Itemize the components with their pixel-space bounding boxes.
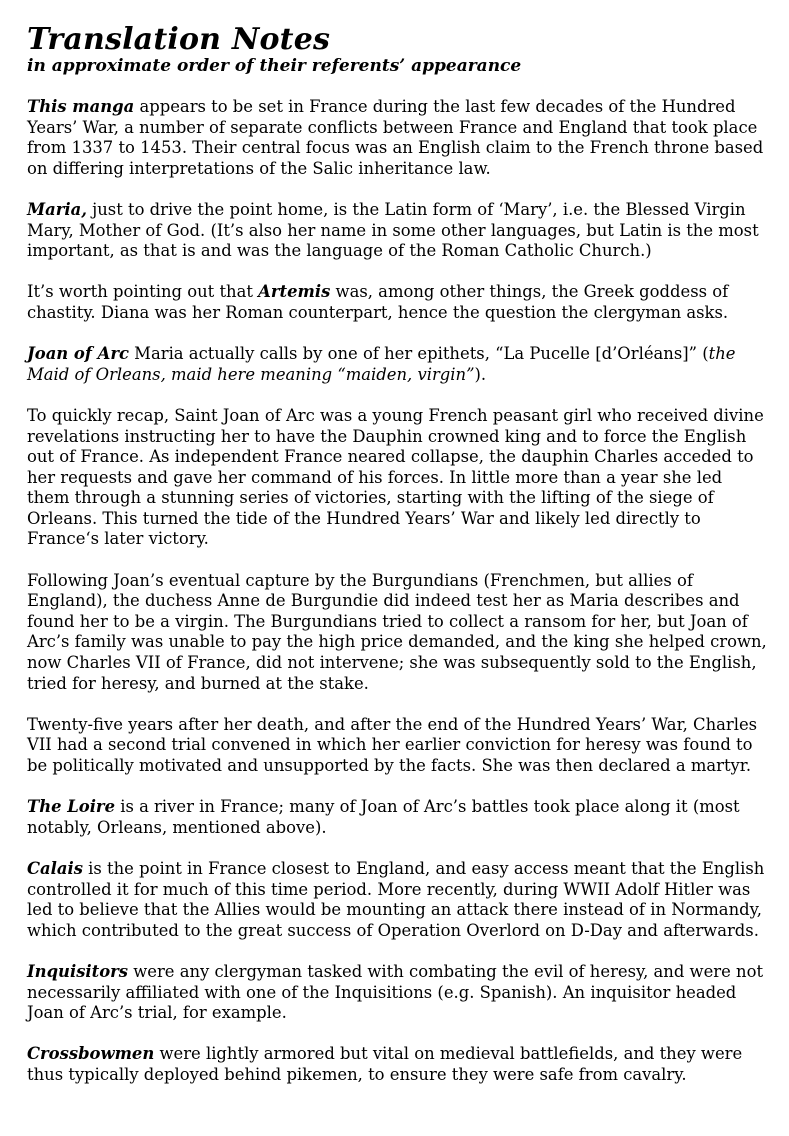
- note-text: Twenty-five years after her death, and after the end of the Hundred Years’ War, Charles VII had a second trial convened in which her earlier conviction for heresy was found to be politically motivated and unsupported by the facts. She was then declared a martyr.: [27, 714, 758, 775]
- note-term: The Loire: [27, 797, 115, 817]
- note-term: Artemis: [258, 282, 331, 302]
- note-text: were any clergyman tasked with combating the evil of heresy, and were not necessarily affiliated with one of the Inquisitions (e.g. Spanish). An inquisitor headed Joan of Arc’s trial, for example.: [27, 961, 764, 1023]
- note-text: appears to be set in France during the last few decades of the Hundred Years’ War, a number of separate conflicts between France and England that took place from 1337 to 1453. Their central focus was an English claim to the French throne based on differing interpretations of the Salic inheritance law.: [27, 97, 764, 178]
- note-lead: It’s worth pointing out that: [27, 282, 259, 302]
- note-term: This manga: [27, 97, 135, 116]
- page-subtitle: in approximate order of their referents’ appearance: [27, 56, 522, 76]
- note-capture: [27, 571, 769, 695]
- note-text: Maria actually calls by one of her epithets, “La Pucelle [d’Orléans]” (: [128, 344, 709, 364]
- note-inquisitors: [27, 962, 769, 1024]
- note-this-manga: [27, 97, 769, 179]
- note-term: Joan of Arc: [27, 344, 129, 364]
- notes-list: [27, 97, 769, 1086]
- note-text: was, among other things, the Greek goddess of chastity. Diana was her Roman counterpart, hence the question the clergyman asks.: [27, 282, 729, 322]
- document-page: [27, 22, 769, 1106]
- note-crossbowmen: [27, 1044, 769, 1085]
- note-recap: [27, 406, 769, 550]
- note-text: is the point in France closest to England, and easy access meant that the English controlled it for much of this time period. More recently, during WWII Adolf Hitler was led to believe that the Allies would be mounting an attack there instead of in Normandy, which contributed to the great success of Operation Overlord on D-Day and afterwards.: [27, 858, 765, 940]
- note-term: Inquisitors: [27, 961, 129, 981]
- note-text: Following Joan’s eventual capture by the Burgundians (Frenchmen, but allies of England), the duchess Anne de Burgundie did indeed test her as Maria describes and found her to be a virgin. The Burgundians tried to collect a ransom for her, but Joan of Arc’s family was unable to pay the high price demanded, and the king she helped crown, now Charles VII of France, did not intervene; she was subsequently sold to the English, tried for heresy, and burned at the stake.: [27, 570, 767, 693]
- note-term: Calais: [27, 858, 83, 878]
- note-text: is a river in France; many of Joan of Arc’s battles took place along it (most notably, Orleans, mentioned above).: [27, 797, 740, 837]
- note-term: Crossbowmen: [27, 1044, 155, 1064]
- note-italic: the Maid of Orleans, maid here meaning “maiden, virgin”: [27, 344, 736, 384]
- note-calais: [27, 859, 769, 941]
- note-loire: [27, 797, 769, 838]
- note-text: To quickly recap, Saint Joan of Arc was a young French peasant girl who received divine revelations instructing her to have the Dauphin crowned king and to force the English out of France. As independent France neared collapse, the dauphin Charles acceded to her requests and gave her command of his forces. In little more than a year she led them through a stunning series of victories, starting with the lifting of the siege of Orleans. This turned the tide of the Hundred Years’ War and likely led directly to France‘s later victory.: [27, 405, 764, 549]
- note-text: were lightly armored but vital on medieval battlefields, and they were thus typically deployed behind pikemen, to ensure they were safe from cavalry.: [27, 1044, 743, 1084]
- note-maria: [27, 200, 769, 262]
- note-second-trial: [27, 715, 769, 777]
- note-joan-of-arc: [27, 344, 769, 385]
- note-term: Maria,: [27, 199, 87, 219]
- note-text: just to drive the point home, is the Latin form of ‘Mary’, i.e. the Blessed Virgin Mary, Mother of God. (It’s also her name in some other languages, but Latin is the most important, as that is and was the language of the Roman Catholic Church.): [27, 199, 759, 261]
- note-artemis: [27, 282, 769, 323]
- page-title: Translation Notes: [27, 22, 331, 57]
- note-tail: ).: [474, 364, 487, 384]
